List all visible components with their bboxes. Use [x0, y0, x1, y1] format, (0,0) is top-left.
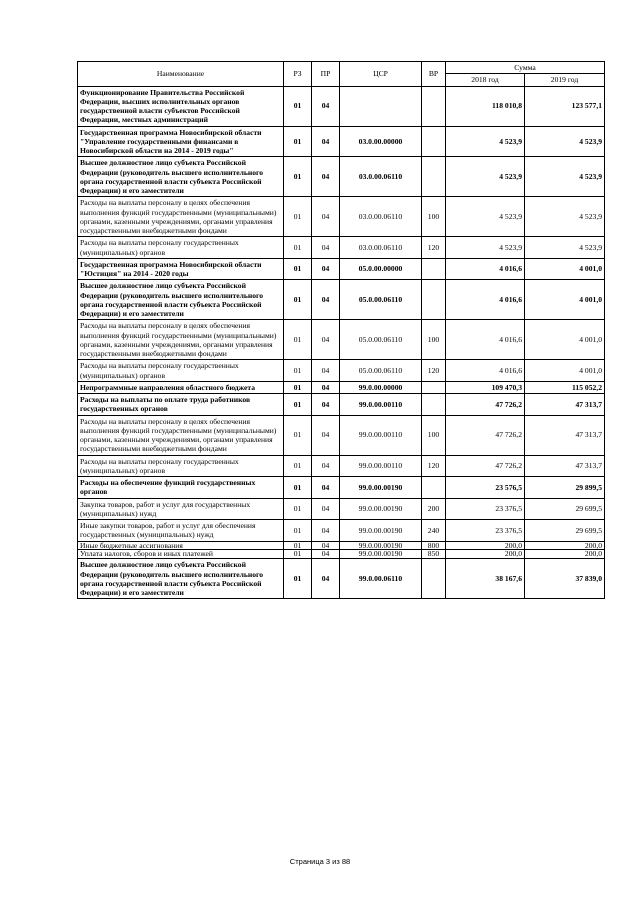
- cell-pr: 04: [312, 498, 340, 520]
- cell-2019: 115 052,2: [525, 381, 605, 393]
- cell-vr: 850: [422, 550, 446, 559]
- cell-csr: 99.0.00.00190: [340, 498, 422, 520]
- cell-pr: 04: [312, 559, 340, 599]
- header-sum: Сумма: [446, 62, 605, 74]
- cell-pr: 04: [312, 237, 340, 259]
- cell-2018: 4 523,9: [446, 126, 525, 157]
- table-row: [78, 280, 605, 320]
- cell-rz: 01: [284, 126, 312, 157]
- header-csr: ЦСР: [340, 62, 422, 87]
- cell-2019: 37 839,0: [525, 559, 605, 599]
- cell-rz: 01: [284, 381, 312, 393]
- cell-name: Расходы на выплаты персоналу в целях обеспечения выполнения функций государственными (муниципальными) органами, казенными учреждениями, органами управления государственными внебюджетными фондами: [78, 197, 284, 237]
- cell-2019: 4 523,9: [525, 237, 605, 259]
- cell-rz: 01: [284, 320, 312, 360]
- cell-2019: 200,0: [525, 550, 605, 559]
- cell-pr: 04: [312, 258, 340, 280]
- cell-2018: 4 016,6: [446, 258, 525, 280]
- cell-pr: 04: [312, 320, 340, 360]
- cell-pr: 04: [312, 280, 340, 320]
- cell-rz: 01: [284, 455, 312, 477]
- cell-rz: 01: [284, 415, 312, 455]
- cell-name: Государственная программа Новосибирской области "Юстиция" на 2014 - 2020 годы: [78, 258, 284, 280]
- cell-csr: 03.0.00.06110: [340, 237, 422, 259]
- cell-2018: 23 576,5: [446, 477, 525, 499]
- cell-2018: 38 167,6: [446, 559, 525, 599]
- cell-2018: 23 376,5: [446, 520, 525, 542]
- cell-2019: 200,0: [525, 541, 605, 550]
- cell-name: Расходы на выплаты персоналу в целях обеспечения выполнения функций государственными (муниципальными) органами, казенными учреждениями, органами управления государственными внебюджетными фондами: [78, 320, 284, 360]
- table-row: [78, 320, 605, 360]
- table-row: [78, 498, 605, 520]
- cell-vr: [422, 280, 446, 320]
- cell-rz: 01: [284, 157, 312, 197]
- cell-rz: 01: [284, 360, 312, 382]
- header-year-2019: 2019 год: [525, 74, 605, 86]
- cell-vr: [422, 157, 446, 197]
- cell-vr: 240: [422, 520, 446, 542]
- table-row: [78, 550, 605, 559]
- cell-name: Расходы на выплаты персоналу государственных (муниципальных) органов: [78, 360, 284, 382]
- cell-vr: 100: [422, 320, 446, 360]
- cell-csr: 05.0.00.06110: [340, 360, 422, 382]
- table-body: [78, 86, 605, 599]
- cell-csr: 99.0.00.00190: [340, 541, 422, 550]
- table-row: [78, 237, 605, 259]
- cell-csr: 99.0.00.00190: [340, 520, 422, 542]
- cell-rz: 01: [284, 498, 312, 520]
- table-header: [78, 62, 605, 87]
- cell-name: Расходы на обеспечение функций государственных органов: [78, 477, 284, 499]
- table-row: [78, 520, 605, 542]
- table-row: [78, 360, 605, 382]
- cell-2018: 47 726,2: [446, 415, 525, 455]
- cell-vr: [422, 477, 446, 499]
- cell-pr: 04: [312, 86, 340, 126]
- cell-name: Уплата налогов, сборов и иных платежей: [78, 550, 284, 559]
- cell-name: Высшее должностное лицо субъекта Российской Федерации (руководитель высшего исполнительного органа государственной власти субъекта Российской Федерации) и его заместители: [78, 280, 284, 320]
- cell-csr: 99.0.00.00000: [340, 381, 422, 393]
- header-name: Наименование: [78, 62, 284, 87]
- cell-2019: 47 313,7: [525, 394, 605, 416]
- cell-pr: 04: [312, 415, 340, 455]
- cell-pr: 04: [312, 520, 340, 542]
- cell-vr: 120: [422, 360, 446, 382]
- cell-csr: 99.0.00.00190: [340, 477, 422, 499]
- cell-rz: 01: [284, 559, 312, 599]
- header-pr: ПР: [312, 62, 340, 87]
- cell-2019: 4 001,0: [525, 320, 605, 360]
- cell-name: Непрограммные направления областного бюджета: [78, 381, 284, 393]
- cell-2018: 4 016,6: [446, 280, 525, 320]
- cell-2019: 123 577,1: [525, 86, 605, 126]
- cell-vr: 120: [422, 455, 446, 477]
- cell-csr: 03.0.00.00000: [340, 126, 422, 157]
- cell-name: Государственная программа Новосибирской области "Управление государственными финансами в Новосибирской области на 2014 - 2019 годы": [78, 126, 284, 157]
- cell-pr: 04: [312, 550, 340, 559]
- cell-csr: 03.0.00.06110: [340, 197, 422, 237]
- cell-name: Закупка товаров, работ и услуг для государственных (муниципальных) нужд: [78, 498, 284, 520]
- cell-2018: 4 523,9: [446, 197, 525, 237]
- table-row: [78, 381, 605, 393]
- table-row: [78, 477, 605, 499]
- cell-name: Расходы на выплаты персоналу государственных (муниципальных) органов: [78, 455, 284, 477]
- cell-2018: 47 726,2: [446, 455, 525, 477]
- cell-2019: 4 001,0: [525, 258, 605, 280]
- cell-2018: 4 523,9: [446, 157, 525, 197]
- cell-csr: [340, 86, 422, 126]
- cell-pr: 04: [312, 360, 340, 382]
- cell-csr: 05.0.00.06110: [340, 320, 422, 360]
- cell-pr: 04: [312, 197, 340, 237]
- cell-vr: 200: [422, 498, 446, 520]
- cell-name: Высшее должностное лицо субъекта Российской Федерации (руководитель высшего исполнительного органа государственной власти субъекта Российской Федерации) и его заместители: [78, 157, 284, 197]
- cell-pr: 04: [312, 394, 340, 416]
- cell-name: Высшее должностное лицо субъекта Российской Федерации (руководитель высшего исполнительного органа государственной власти субъекта Российской Федерации) и его заместители: [78, 559, 284, 599]
- table-row: [78, 394, 605, 416]
- cell-rz: 01: [284, 86, 312, 126]
- cell-csr: 99.0.00.00110: [340, 455, 422, 477]
- cell-2018: 4 016,6: [446, 360, 525, 382]
- cell-2019: 29 699,5: [525, 498, 605, 520]
- table-row: [78, 258, 605, 280]
- cell-2018: 109 470,3: [446, 381, 525, 393]
- cell-2018: 4 523,9: [446, 237, 525, 259]
- cell-csr: 99.0.00.00110: [340, 415, 422, 455]
- header-vr: ВР: [422, 62, 446, 87]
- table-row: [78, 415, 605, 455]
- cell-2018: 23 376,5: [446, 498, 525, 520]
- cell-rz: 01: [284, 477, 312, 499]
- cell-csr: 99.0.00.00110: [340, 394, 422, 416]
- cell-name: Функционирование Правительства Российской Федерации, высших исполнительных органов государственной власти субъектов Российской Федерации, местных администраций: [78, 86, 284, 126]
- cell-name: Расходы на выплаты по оплате труда работников государственных органов: [78, 394, 284, 416]
- cell-2019: 29 699,5: [525, 520, 605, 542]
- cell-pr: 04: [312, 157, 340, 197]
- cell-name: Иные закупки товаров, работ и услуг для обеспечения государственных (муниципальных) нужд: [78, 520, 284, 542]
- cell-csr: 99.0.00.06110: [340, 559, 422, 599]
- cell-rz: 01: [284, 541, 312, 550]
- table-row: [78, 157, 605, 197]
- cell-vr: [422, 394, 446, 416]
- cell-vr: [422, 258, 446, 280]
- cell-rz: 01: [284, 550, 312, 559]
- cell-2019: 4 001,0: [525, 280, 605, 320]
- cell-2019: 47 313,7: [525, 455, 605, 477]
- cell-pr: 04: [312, 381, 340, 393]
- cell-2019: 47 313,7: [525, 415, 605, 455]
- cell-vr: 800: [422, 541, 446, 550]
- cell-2018: 118 010,8: [446, 86, 525, 126]
- cell-2018: 47 726,2: [446, 394, 525, 416]
- cell-csr: 03.0.00.06110: [340, 157, 422, 197]
- table-row: [78, 197, 605, 237]
- cell-pr: 04: [312, 126, 340, 157]
- cell-2018: 4 016,6: [446, 320, 525, 360]
- cell-rz: 01: [284, 394, 312, 416]
- cell-name: Расходы на выплаты персоналу в целях обеспечения выполнения функций государственными (муниципальными) органами, казенными учреждениями, органами управления государственными внебюджетными фондами: [78, 415, 284, 455]
- cell-pr: 04: [312, 477, 340, 499]
- budget-table: [77, 61, 605, 599]
- page-number: Страница 3 из 88: [289, 857, 351, 866]
- cell-rz: 01: [284, 280, 312, 320]
- cell-vr: [422, 559, 446, 599]
- table-row: [78, 455, 605, 477]
- cell-vr: [422, 381, 446, 393]
- cell-name: Расходы на выплаты персоналу государственных (муниципальных) органов: [78, 237, 284, 259]
- cell-vr: 100: [422, 197, 446, 237]
- table-row: [78, 86, 605, 126]
- cell-csr: 99.0.00.00190: [340, 550, 422, 559]
- cell-2019: 4 001,0: [525, 360, 605, 382]
- table-row: [78, 559, 605, 599]
- cell-2019: 4 523,9: [525, 197, 605, 237]
- cell-csr: 05.0.00.06110: [340, 280, 422, 320]
- cell-rz: 01: [284, 197, 312, 237]
- table-row: [78, 126, 605, 157]
- cell-pr: 04: [312, 541, 340, 550]
- cell-2018: 200,0: [446, 550, 525, 559]
- cell-vr: 120: [422, 237, 446, 259]
- cell-2019: 29 899,5: [525, 477, 605, 499]
- header-year-2018: 2018 год: [446, 74, 525, 86]
- cell-2018: 200,0: [446, 541, 525, 550]
- cell-pr: 04: [312, 455, 340, 477]
- header-rz: РЗ: [284, 62, 312, 87]
- cell-vr: [422, 86, 446, 126]
- cell-2019: 4 523,9: [525, 126, 605, 157]
- cell-rz: 01: [284, 237, 312, 259]
- cell-name: Иные бюджетные ассигнования: [78, 541, 284, 550]
- cell-vr: 100: [422, 415, 446, 455]
- cell-rz: 01: [284, 520, 312, 542]
- cell-csr: 05.0.00.00000: [340, 258, 422, 280]
- cell-rz: 01: [284, 258, 312, 280]
- cell-vr: [422, 126, 446, 157]
- cell-2019: 4 523,9: [525, 157, 605, 197]
